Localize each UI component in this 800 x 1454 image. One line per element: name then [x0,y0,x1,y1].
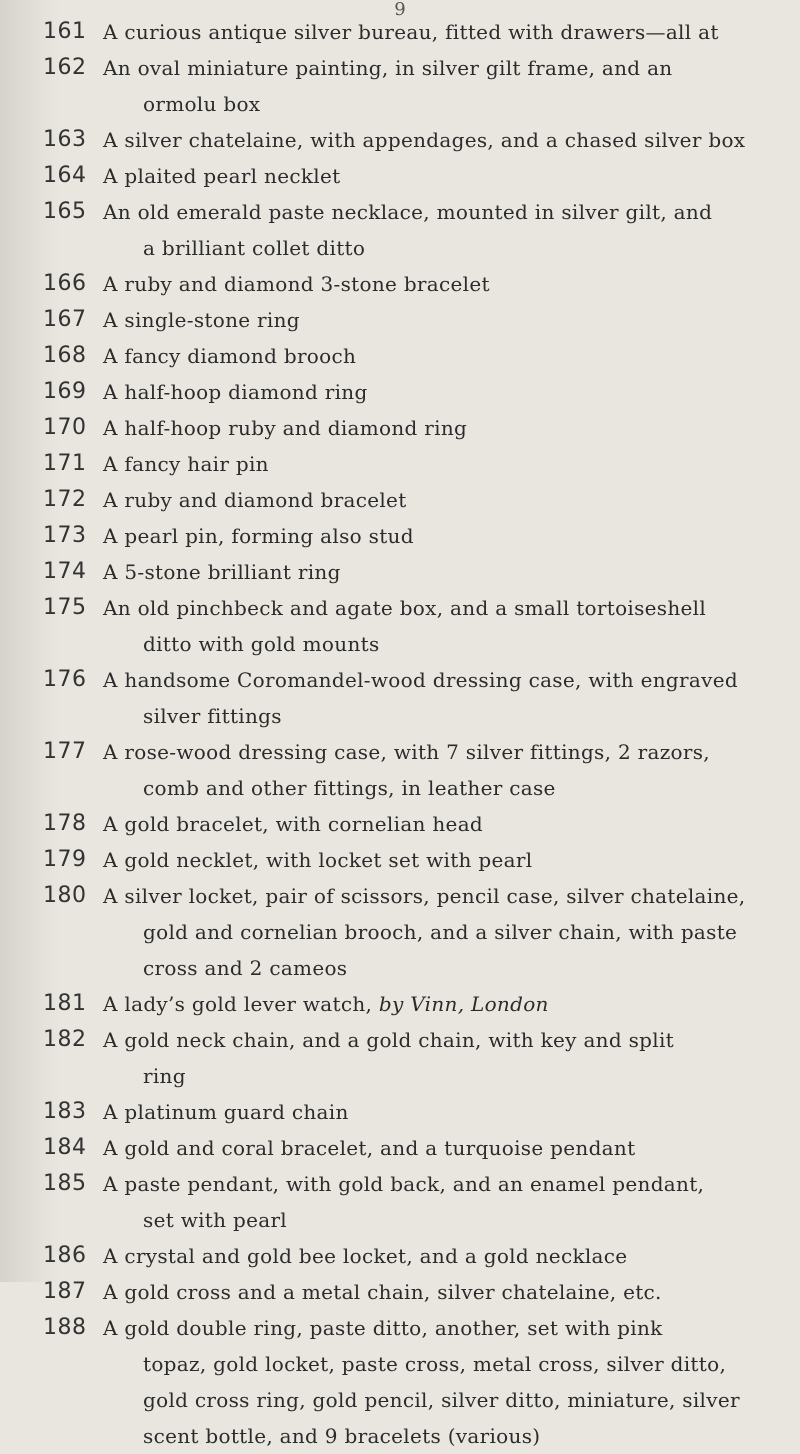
lot-167 [0,302,800,338]
lot-number: 188 [43,1315,87,1340]
lot-description [103,266,757,302]
lot-description [103,806,757,842]
lot-number: 168 [43,343,87,368]
lot-line: A pearl pin, forming also stud [103,524,414,548]
lot-number: 181 [43,991,87,1016]
lot-description [103,1094,757,1130]
lot-number: 166 [43,271,87,296]
lot-description [103,1274,757,1310]
lot-line: A fancy diamond brooch [103,344,357,368]
lot-181 [0,986,800,1022]
lot-number: 187 [43,1279,87,1304]
lot-number: 161 [43,19,87,44]
lot-line: A silver chatelaine, with appendages, and a chased silver box [103,128,746,152]
lot-line: A single-stone ring [103,308,300,332]
lot-line: A gold necklet, with locket set with pearl [103,848,533,872]
lot-description [103,194,757,266]
lot-line: An old pinchbeck and agate box, and a small tortoiseshell [103,596,707,620]
lot-number: 186 [43,1243,87,1268]
lot-description [103,590,757,662]
lot-line: A silver locket, pair of scissors, pencil case, silver chatelaine, [103,884,746,908]
lot-line: A gold and coral bracelet, and a turquoise pendant [103,1136,636,1160]
lot-line: topaz, gold locket, paste cross, metal cross, silver ditto, [143,1352,727,1376]
lot-168 [0,338,800,374]
lot-line: A plaited pearl necklet [103,164,341,188]
lot-number: 185 [43,1171,87,1196]
lot-185 [0,1166,800,1238]
lot-description [103,482,757,518]
lot-line: A half-hoop diamond ring [103,380,368,404]
lot-171 [0,446,800,482]
lot-description [103,734,757,806]
lot-line: A handsome Coromandel-wood dressing case, with engraved [103,668,738,692]
lot-line: silver fittings [143,704,282,728]
lot-number: 176 [43,667,87,692]
lot-line: A gold cross and a metal chain, silver chatelaine, etc. [103,1280,662,1304]
lot-number: 178 [43,811,87,836]
lot-line: A fancy hair pin [103,452,269,476]
lot-description [103,446,757,482]
lot-number: 177 [43,739,87,764]
lot-line: A gold neck chain, and a gold chain, with key and split [103,1028,675,1052]
lot-number: 184 [43,1135,87,1160]
lot-number: 183 [43,1099,87,1124]
lot-number: 163 [43,127,87,152]
lot-line: gold and cornelian brooch, and a silver chain, with paste [143,920,738,944]
lot-line: A ruby and diamond bracelet [103,488,407,512]
lot-description [103,1130,757,1166]
maker-name: by Vinn, London [378,992,549,1016]
lot-180 [0,878,800,986]
lot-line: ring [143,1064,186,1088]
lot-line: A paste pendant, with gold back, and an enamel pendant, [103,1172,705,1196]
lot-number: 179 [43,847,87,872]
lot-number: 173 [43,523,87,548]
lot-description [103,878,757,986]
lot-line: scent bottle, and 9 bracelets (various) [143,1424,541,1448]
lot-170 [0,410,800,446]
lot-line: cross and 2 cameos [143,956,348,980]
lot-description [103,518,757,554]
lot-188 [0,1310,800,1454]
lot-number: 180 [43,883,87,908]
page-number: 9 [394,0,406,20]
lot-line-text: A lady’s gold lever watch, [103,992,373,1016]
lot-162 [0,50,800,122]
lot-184 [0,1130,800,1166]
lot-line: a brilliant collet ditto [143,236,366,260]
lot-number: 162 [43,55,87,80]
lot-description [103,1310,757,1454]
lot-number: 165 [43,199,87,224]
lot-183 [0,1094,800,1130]
lot-description [103,14,757,50]
lot-description [103,410,757,446]
lot-description [103,662,757,734]
lot-description [103,374,757,410]
lot-line: An old emerald paste necklace, mounted in silver gilt, and [103,200,713,224]
lot-line: A 5-stone brilliant ring [103,560,341,584]
lot-178 [0,806,800,842]
lot-number: 169 [43,379,87,404]
lot-165 [0,194,800,266]
lot-line-text: A curious antique silver bureau, fitted with drawers—all at [103,20,719,44]
lot-line: ormolu box [143,92,261,116]
lot-175 [0,590,800,662]
lot-list [0,14,800,1454]
lot-174 [0,554,800,590]
lot-line: A crystal and gold bee locket, and a gold necklace [103,1244,628,1268]
lot-description [103,302,757,338]
lot-number: 164 [43,163,87,188]
lot-line [103,986,757,1022]
lot-number: 182 [43,1027,87,1052]
lot-number: 170 [43,415,87,440]
lot-182 [0,1022,800,1094]
lot-line: An oval miniature painting, in silver gilt frame, and an [103,56,673,80]
lot-description [103,158,757,194]
lot-line: comb and other fittings, in leather case [143,776,556,800]
lot-line: ditto with gold mounts [143,632,380,656]
lot-line: A ruby and diamond 3-stone bracelet [103,272,490,296]
lot-description [103,1238,757,1274]
lot-186 [0,1238,800,1274]
lot-number: 174 [43,559,87,584]
lot-description [103,122,757,158]
lot-line: A gold double ring, paste ditto, another, set with pink [103,1316,663,1340]
lot-172 [0,482,800,518]
lot-line: A gold bracelet, with cornelian head [103,812,484,836]
lot-169 [0,374,800,410]
lot-161 [0,14,800,50]
lot-description [103,50,757,122]
lot-description [103,1166,757,1238]
lot-number: 167 [43,307,87,332]
lot-166 [0,266,800,302]
lot-line: A rose-wood dressing case, with 7 silver fittings, 2 razors, [103,740,710,764]
lot-163 [0,122,800,158]
lot-187 [0,1274,800,1310]
lot-description [103,554,757,590]
lot-description [103,1022,757,1094]
lot-177 [0,734,800,806]
lot-description [103,842,757,878]
lot-line: A half-hoop ruby and diamond ring [103,416,468,440]
lot-173 [0,518,800,554]
lot-number: 171 [43,451,87,476]
lot-179 [0,842,800,878]
lot-number: 172 [43,487,87,512]
lot-number: 175 [43,595,87,620]
lot-line: gold cross ring, gold pencil, silver ditto, miniature, silver [143,1388,740,1412]
lot-line [103,14,757,50]
lot-line: A platinum guard chain [103,1100,349,1124]
lot-description [103,986,757,1022]
lot-line: set with pearl [143,1208,288,1232]
lot-164 [0,158,800,194]
lot-description [103,338,757,374]
lot-176 [0,662,800,734]
